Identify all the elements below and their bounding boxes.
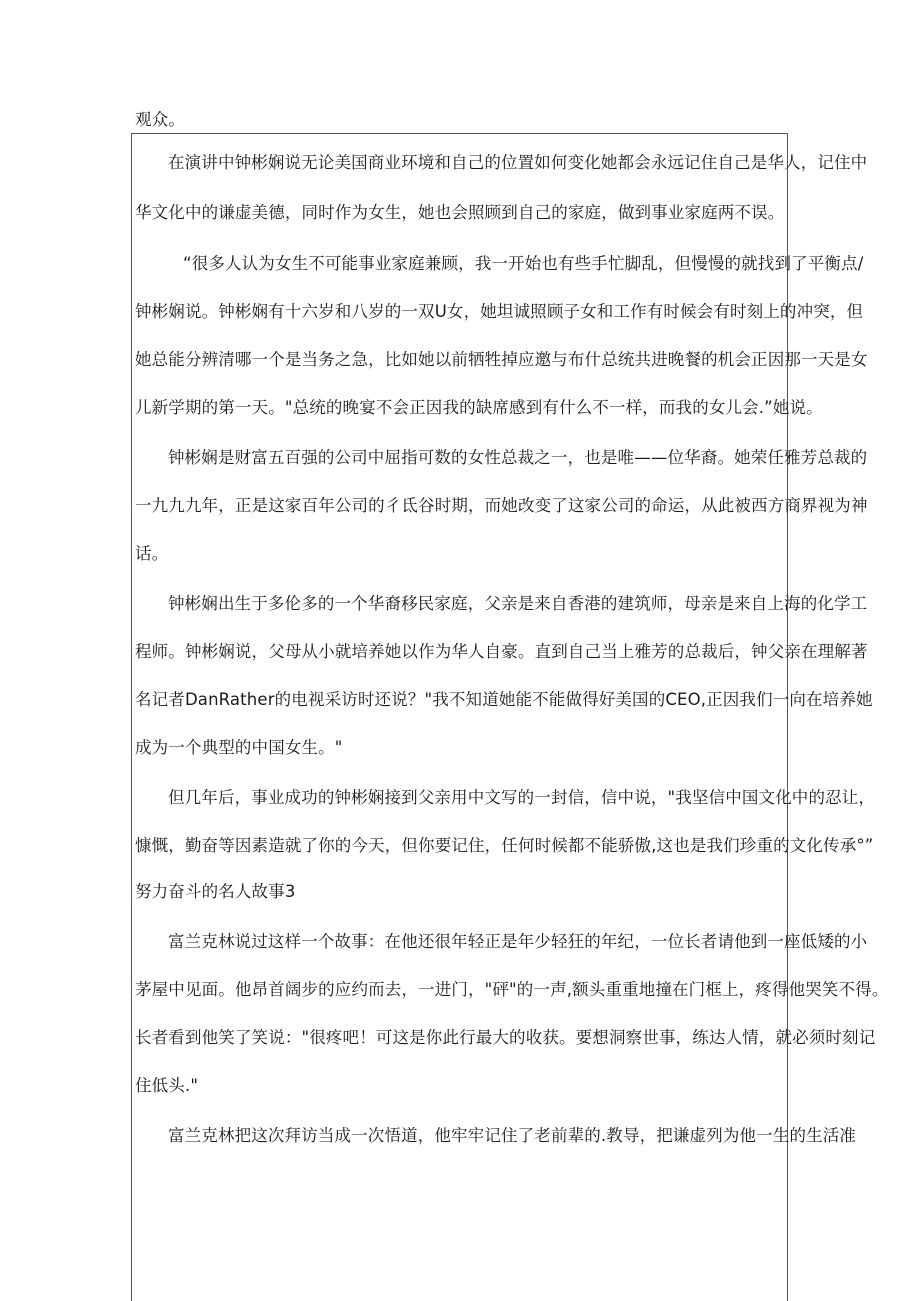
paragraph-line: 话。 <box>135 544 169 563</box>
paragraph-line: 钟彬娴说。钟彬娴有十六岁和八岁的一双U女，她坦诚照顾子女和工作有时候会有时刻上的冲突，但 <box>135 302 864 321</box>
text-line: 观众。 <box>135 110 185 129</box>
paragraph-line: 富兰克林把这次拜访当成一次悟道，他牢牢记住了老前辈的.教导，把谦虚列为他一生的生活准 <box>168 1126 857 1145</box>
section-heading: 努力奋斗的名人故事3 <box>135 882 296 901</box>
paragraph-line: 慷慨，勤奋等因素造就了你的今天，但你要记住，任何时候都不能骄傲,这也是我们珍重的文化传承°” <box>135 836 874 855</box>
text-frame-left-border <box>131 133 132 1301</box>
paragraph-line: 在演讲中钟彬娴说无论美国商业环境和自己的位置如何变化她都会永远记住自己是华人，记住中 <box>168 153 868 172</box>
paragraph-line: 华文化中的谦虚美德，同时作为女生，她也会照顾到自己的家庭，做到事业家庭两不误。 <box>135 203 785 222</box>
paragraph-line: 住低头." <box>135 1076 199 1095</box>
paragraph-line: 程师。钟彬娴说，父母从小就培养她以作为华人自豪。直到自己当上雅芳的总裁后，钟父亲在理解著 <box>135 642 868 661</box>
paragraph-line: “很多人认为女生不可能事业家庭兼顾，我一开始也有些手忙脚乱，但慢慢的就找到了平衡点/ <box>183 254 864 273</box>
paragraph-line: 茅屋中见面。他昂首阔步的应约而去，一进门，"砰"的一声,额头重重地撞在门框上，疼得他哭笑不得。 <box>135 980 889 999</box>
paragraph-line: 一九九九年，正是这家百年公司的彳氐谷时期，而她改变了这家公司的命运，从此被西方商界视为神 <box>135 496 868 515</box>
paragraph-line: 钟彬娴出生于多伦多的一个华裔移民家庭，父亲是来自香港的建筑师，母亲是来自上海的化学工 <box>168 594 868 613</box>
paragraph-line: 长者看到他笑了笑说："很疼吧！可这是你此行最大的收获。要想洞察世事，练达人情，就必须时刻记 <box>135 1028 876 1047</box>
paragraph-line: 她总能分辨清哪一个是当务之急，比如她以前牺牲掉应邀与布什总统共进晚餐的机会正因那一天是女 <box>135 350 868 369</box>
paragraph-line: 但几年后，事业成功的钟彬娴接到父亲用中文写的一封信，信中说，"我坚信中国文化中的忍让， <box>168 788 876 807</box>
paragraph-line: 钟彬娴是财富五百强的公司中屈指可数的女性总裁之一，也是唯——位华裔。她荣任雅芳总裁的 <box>168 448 868 467</box>
paragraph-line: 成为一个典型的中国女生。" <box>135 738 343 757</box>
paragraph-line: 富兰克林说过这样一个故事：在他还很年轻正是年少轻狂的年纪，一位长者请他到一座低矮的小 <box>168 932 868 951</box>
paragraph-line: 儿新学期的第一天。"总统的晚宴不会正因我的缺席感到有什么不一样，而我的女儿会.”她说。 <box>135 398 823 417</box>
paragraph-line: 名记者DanRather的电视采访时还说？"我不知道她能不能做得好美国的CEO,正因我们一向在培养她 <box>135 690 873 709</box>
text-frame-top-border <box>131 133 788 134</box>
